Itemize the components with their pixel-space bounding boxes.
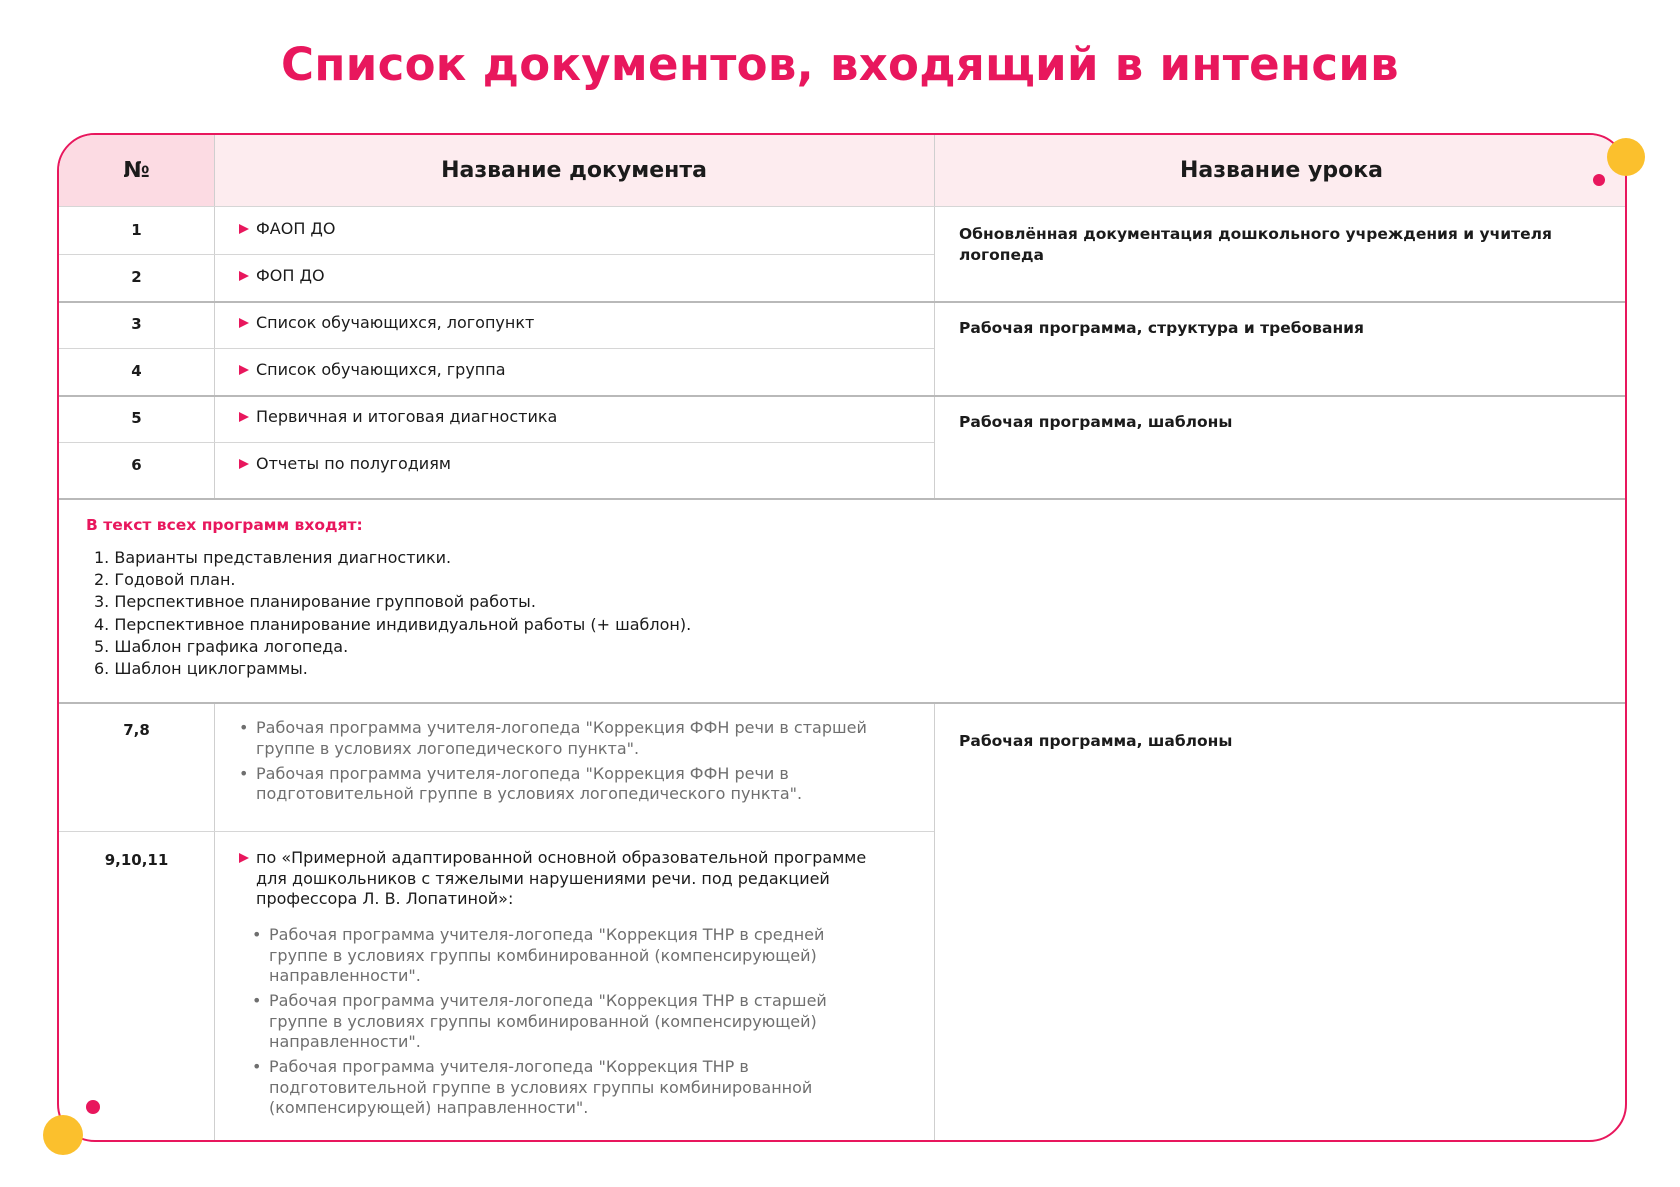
- triangle-bullet-icon: [239, 365, 249, 375]
- list-item: • Рабочая программа учителя-логопеда "Коррекция ТНР в старшей группе в условиях группы комбинированной (компенсирующей) направленности".: [252, 991, 882, 1053]
- lesson-name: Рабочая программа, шаблоны: [959, 413, 1233, 431]
- document-item: Список обучающихся, группа: [239, 360, 506, 380]
- row-number: 3: [131, 315, 142, 333]
- list-item: 4. Перспективное планирование индивидуальной работы (+ шаблон).: [94, 614, 692, 634]
- triangle-bullet-icon: [239, 271, 249, 281]
- lesson-name: Обновлённая документация дошкольного учреждения и учителя логопеда: [959, 225, 1552, 264]
- program-list: [239, 718, 889, 809]
- note-title: В текст всех программ входят:: [86, 516, 363, 534]
- row-divider: [59, 206, 1627, 207]
- pink-dot-icon: [86, 1100, 100, 1114]
- list-item: 3. Перспективное планирование групповой работы.: [94, 592, 536, 612]
- document-item: ФОП ДО: [239, 266, 325, 286]
- header-lesson: Название урока: [1180, 158, 1383, 183]
- yellow-dot-icon: [43, 1115, 83, 1155]
- list-item: • Рабочая программа учителя-логопеда "Коррекция ФФН речи в подготовительной группе в условиях логопедического пункта".: [239, 764, 889, 805]
- document-item: Список обучающихся, логопункт: [239, 313, 534, 333]
- row-divider: [59, 442, 934, 443]
- document-item: Отчеты по полугодиям: [239, 454, 451, 474]
- col-divider: [214, 135, 215, 499]
- row-divider: [59, 254, 934, 255]
- col-divider: [934, 135, 935, 499]
- col-divider: [934, 702, 935, 1142]
- program-list: [252, 925, 882, 1123]
- document-item: ФАОП ДО: [239, 219, 336, 239]
- triangle-bullet-icon: [239, 459, 249, 469]
- header-document: Название документа: [441, 158, 707, 183]
- lesson-name: Рабочая программа, шаблоны: [959, 732, 1233, 750]
- document-item: по «Примерной адаптированной основной образовательной программе для дошкольников с тяжелыми нарушениями речи. под редакцией профессора Л. В. Лопатиной»:: [239, 848, 889, 910]
- triangle-bullet-icon: [239, 412, 249, 422]
- row-divider: [59, 301, 1627, 303]
- row-divider: [59, 348, 934, 349]
- pink-dot-icon: [1593, 174, 1605, 186]
- list-item: 2. Годовой план.: [94, 570, 236, 590]
- triangle-bullet-icon: [239, 318, 249, 328]
- row-number: 5: [131, 409, 142, 427]
- row-number: 2: [131, 268, 142, 286]
- col-divider: [214, 702, 215, 1142]
- note-list: [86, 547, 691, 680]
- yellow-dot-icon: [1607, 138, 1645, 176]
- triangle-bullet-icon: [239, 224, 249, 234]
- row-number: 9,10,11: [104, 851, 169, 869]
- triangle-bullet-icon: [239, 853, 249, 863]
- documents-table: [57, 133, 1627, 1142]
- list-item: • Рабочая программа учителя-логопеда "Коррекция ФФН речи в старшей группе в условиях логопедического пункта".: [239, 718, 889, 759]
- list-item: • Рабочая программа учителя-логопеда "Коррекция ТНР в средней группе в условиях группы комбинированной (компенсирующей) направленности".: [252, 925, 882, 987]
- row-number: 6: [131, 456, 142, 474]
- row-number: 7,8: [123, 721, 150, 739]
- row-divider: [59, 831, 934, 832]
- document-item: Первичная и итоговая диагностика: [239, 407, 557, 427]
- row-number: 1: [131, 221, 142, 239]
- page-title: Список документов, входящий в интенсив: [281, 38, 1399, 91]
- row-divider: [59, 702, 1627, 704]
- list-item: • Рабочая программа учителя-логопеда "Коррекция ТНР в подготовительной группе в условиях группы комбинированной (компенсирующей) направленности".: [252, 1057, 882, 1119]
- row-number: 4: [131, 362, 142, 380]
- row-divider: [59, 395, 1627, 397]
- list-item: 6. Шаблон циклограммы.: [94, 659, 308, 679]
- header-num: №: [123, 158, 150, 183]
- row-divider: [59, 498, 1627, 500]
- lesson-name: Рабочая программа, структура и требования: [959, 319, 1364, 337]
- list-item: 1. Варианты представления диагностики.: [94, 548, 452, 567]
- list-item: 5. Шаблон графика логопеда.: [94, 636, 349, 656]
